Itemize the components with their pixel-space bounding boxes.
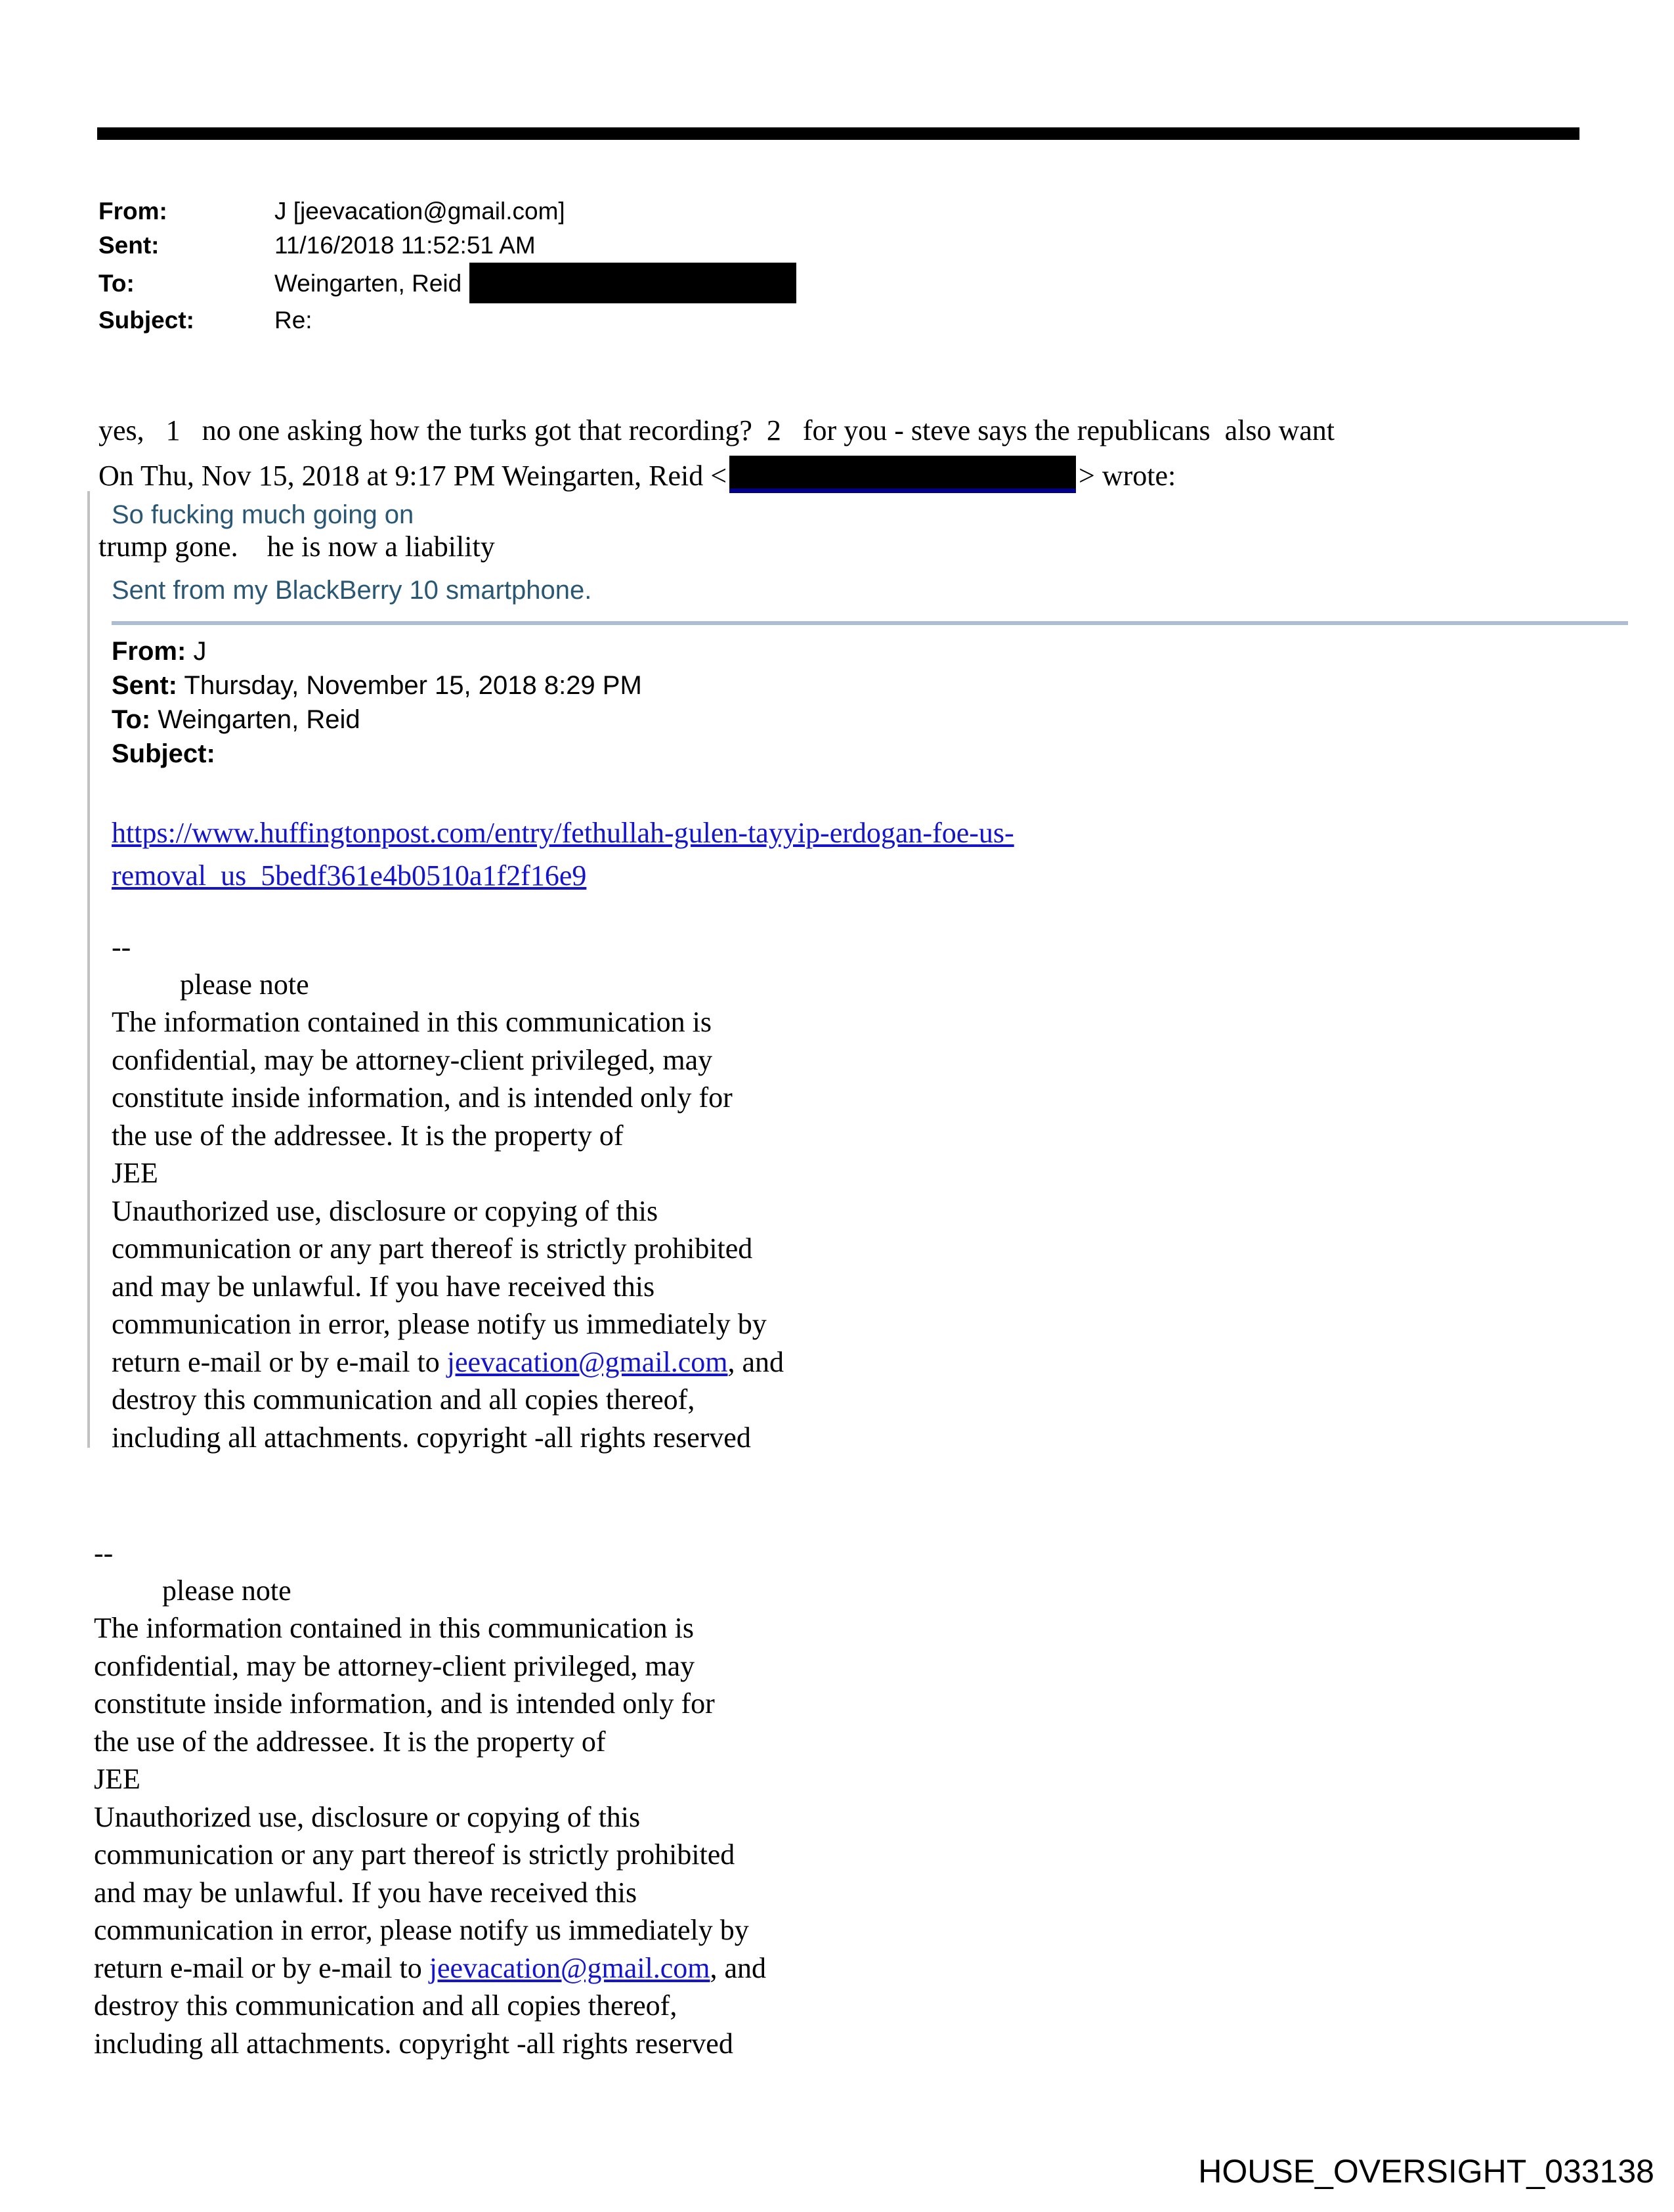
disclaimer-line: communication in error, please notify us immediately by xyxy=(94,1914,749,1946)
disclaimer-link-before: return e-mail or by e-mail to xyxy=(94,1951,429,1984)
disclaimer-line: Unauthorized use, disclosure or copying of this xyxy=(112,1194,658,1227)
disclaimer-link-after: , and xyxy=(710,1951,767,1984)
quoted-to-value: Weingarten, Reid xyxy=(150,705,360,734)
header-row-subject xyxy=(98,303,796,337)
article-link-wrap xyxy=(112,812,1267,897)
header-row-from xyxy=(98,194,796,228)
disclaimer-line: the use of the addressee. It is the property of xyxy=(112,1119,624,1152)
disclaimer-line: communication or any part thereof is strictly prohibited xyxy=(112,1232,753,1265)
disclaimer-line: Unauthorized use, disclosure or copying of this xyxy=(94,1800,641,1833)
disclaimer-line: including all attachments. copyright -all rights reserved xyxy=(112,1421,751,1454)
blackberry-signature: Sent from my BlackBerry 10 smartphone. xyxy=(112,576,592,605)
quoted-sent-value: Thursday, November 15, 2018 8:29 PM xyxy=(177,671,642,700)
sent-label: Sent: xyxy=(98,232,160,259)
disclaimer-note: please note xyxy=(162,1574,291,1607)
disclaimer-block-quoted xyxy=(112,1003,1635,1456)
disclaimer-link-before: return e-mail or by e-mail to xyxy=(112,1345,447,1378)
disclaimer-note: please note xyxy=(180,968,309,1001)
signature-delimiter: -- xyxy=(112,931,131,963)
disclaimer-link-line xyxy=(94,1949,766,1987)
disclaimer-line: and may be unlawful. If you have received this xyxy=(94,1876,637,1909)
subject-value: Re: xyxy=(274,307,312,334)
email-header xyxy=(98,194,796,337)
quoted-header-row-sent xyxy=(112,668,1635,703)
huffingtonpost-article-link[interactable] xyxy=(112,817,1014,892)
disclaimer-link-line xyxy=(112,1343,1635,1381)
quote-attribution-line xyxy=(98,456,1176,495)
disclaimer-line: confidential, may be attorney-client privileged, may xyxy=(112,1043,713,1076)
quoted-header-row-from xyxy=(112,634,1635,668)
disclaimer-line: constitute inside information, and is intended only for xyxy=(112,1081,733,1114)
disclaimer-link-after: , and xyxy=(727,1345,784,1378)
redaction-bar-to-address xyxy=(469,263,796,303)
quoted-header-divider xyxy=(112,621,1628,625)
reply-line-1: yes, 1 no one asking how the turks got that recording? 2 for you - steve says the republicans also want xyxy=(98,414,1335,446)
article-link-line-2: removal_us_5bedf361e4b0510a1f2f16e9 xyxy=(112,859,587,892)
disclaimer-line: JEE xyxy=(94,1763,140,1795)
disclaimer-line: destroy this communication and all copies thereof, xyxy=(94,1989,677,2022)
disclaimer-line: JEE xyxy=(112,1157,158,1189)
top-horizontal-rule xyxy=(97,127,1579,140)
from-label: From: xyxy=(98,198,167,225)
quoted-email-header xyxy=(112,634,1635,771)
disclaimer-line: destroy this communication and all copies thereof, xyxy=(112,1383,695,1416)
article-link-line-1: https://www.huffingtonpost.com/entry/fethullah-gulen-tayyip-erdogan-foe-us- xyxy=(112,817,1014,849)
to-label: To: xyxy=(98,270,135,297)
quoted-sent-label: Sent: xyxy=(112,671,177,700)
disclaimer-line: and may be unlawful. If you have received this xyxy=(112,1270,655,1303)
quoted-header-row-to xyxy=(112,703,1635,737)
subject-label: Subject: xyxy=(98,307,194,334)
bates-number: HOUSE_OVERSIGHT_033138 xyxy=(1198,2153,1654,2190)
quote-attribution-suffix: > wrote: xyxy=(1079,460,1176,492)
quoted-to-label: To: xyxy=(112,705,151,734)
disclaimer-line: communication in error, please notify us immediately by xyxy=(112,1308,767,1340)
quoted-message-text: So fucking much going on xyxy=(112,500,414,529)
quoted-subject-label: Subject: xyxy=(112,739,215,768)
quoted-header-row-subject xyxy=(112,737,1635,771)
disclaimer-line: The information contained in this communication is xyxy=(112,1006,712,1038)
disclaimer-line: including all attachments. copyright -all rights reserved xyxy=(94,2027,733,2060)
signature-delimiter: -- xyxy=(94,1537,114,1569)
disclaimer-line: the use of the addressee. It is the property of xyxy=(94,1725,606,1758)
reply-line-2: trump gone. he is now a liability xyxy=(98,531,495,563)
disclaimer-line: communication or any part thereof is strictly prohibited xyxy=(94,1838,735,1871)
sent-value: 11/16/2018 11:52:51 AM xyxy=(274,232,536,259)
disclaimer-block-outer xyxy=(94,1534,766,2062)
quoted-from-value: J xyxy=(186,637,207,666)
quote-attribution-prefix: On Thu, Nov 15, 2018 at 9:17 PM Weingarten, Reid < xyxy=(98,460,727,492)
header-row-to xyxy=(98,263,796,303)
disclaimer-line: The information contained in this communication is xyxy=(94,1612,695,1644)
jeevacation-email-link[interactable]: jeevacation@gmail.com xyxy=(429,1951,710,1984)
disclaimer-line: confidential, may be attorney-client privileged, may xyxy=(94,1649,695,1682)
jeevacation-email-link[interactable]: jeevacation@gmail.com xyxy=(446,1345,728,1378)
from-value: J [jeevacation@gmail.com] xyxy=(274,198,565,225)
disclaimer-line: constitute inside information, and is intended only for xyxy=(94,1687,715,1720)
header-row-sent xyxy=(98,228,796,263)
to-value: Weingarten, Reid xyxy=(274,270,462,297)
quoted-message-block xyxy=(87,491,1635,1454)
quoted-from-label: From: xyxy=(112,637,186,666)
redaction-bar-quoted-address xyxy=(729,456,1076,493)
